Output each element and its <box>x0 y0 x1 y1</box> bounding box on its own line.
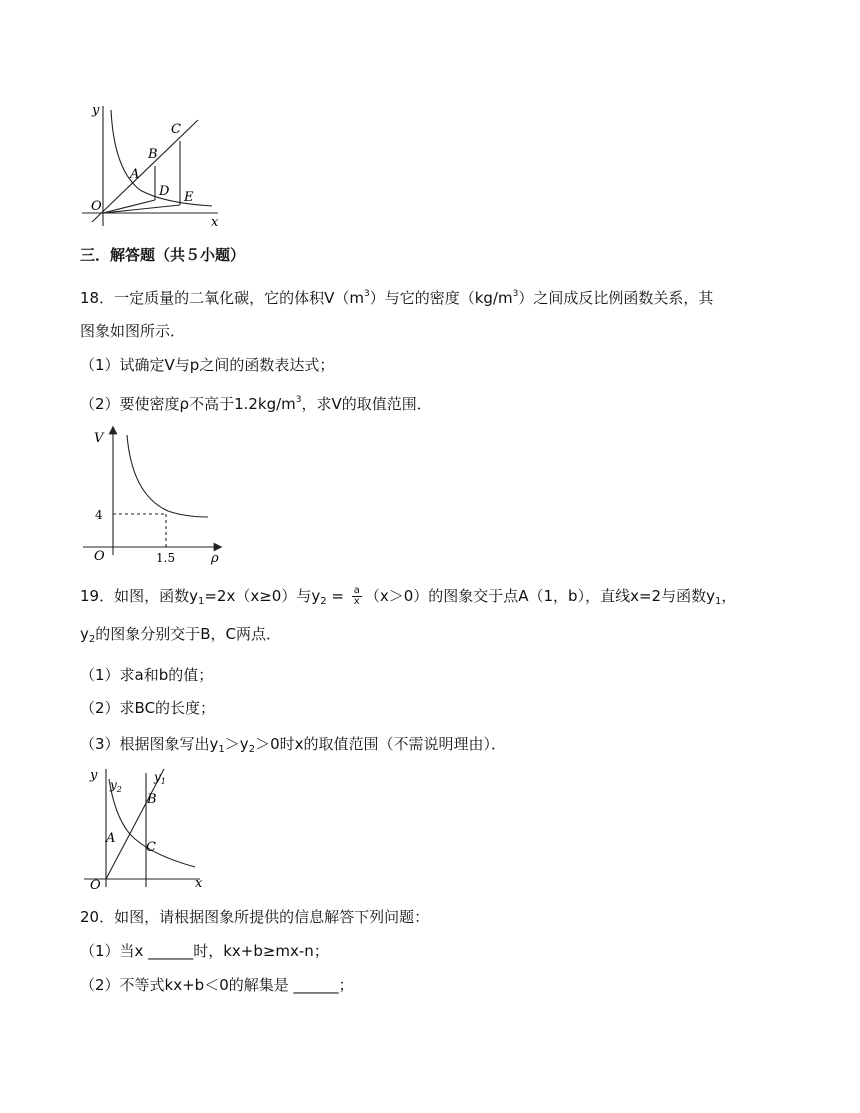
label-v: V <box>94 431 104 446</box>
label-x: x <box>195 876 203 891</box>
label-c: C <box>171 122 181 137</box>
q19-part2: （2）求BC的长度； <box>80 699 216 717</box>
label-b: B <box>148 147 158 162</box>
label-b: B <box>147 792 157 807</box>
q17-figure <box>78 100 228 235</box>
label-o: O <box>94 549 105 564</box>
q19-figure <box>80 763 210 893</box>
label-o: O <box>91 199 102 214</box>
q18-line2: 图象如图所示． <box>80 322 186 340</box>
q19-line2: $y_2$的图象分别交于B，C两点． <box>80 625 282 645</box>
q20-part2: （2）不等式kx+b＜0的解集是 ______； <box>80 976 354 994</box>
q18-line1: 18．一定质量的二氧化碳，它的体积$V(m^3)$与它的密度$(kg/m^3)$之间成反比例函数关系，其 <box>80 289 714 307</box>
q18-figure <box>80 420 230 565</box>
segment-od <box>103 200 155 213</box>
label-a: A <box>106 831 116 846</box>
label-y: y <box>92 103 100 118</box>
label-e: E <box>184 190 194 205</box>
label-x: x <box>211 215 219 230</box>
q18-part1: （1）试确定V与p之间的函数表达式； <box>80 356 335 374</box>
inverse-curve <box>127 435 208 517</box>
label-y1: $y_1$ <box>154 770 166 786</box>
tick-4: 4 <box>95 508 103 522</box>
q19-part3: （3）根据图象写出$y_1>y_2>0$时x的取值范围（不需说明理由）． <box>80 735 506 755</box>
q18-part2: （2）要使密度ρ不高于$1.2kg/m^3$，求V的取值范围． <box>80 395 432 413</box>
q19-part1: （1）求a和b的值； <box>80 666 214 684</box>
label-c: C <box>146 840 156 855</box>
q20-line1: 20．如图，请根据图象所提供的信息解答下列问题： <box>80 908 430 926</box>
section-heading: 三．解答题（共５小题） <box>80 246 246 264</box>
q20-part1: （1）当x ______时，kx+b≥mx-n； <box>80 942 329 960</box>
label-d: D <box>159 184 170 199</box>
fraction-a-over-x: $\frac{a}{x}$ <box>353 585 360 607</box>
q19-line1: 19．如图，函数$y_1=2x(x\ge 0)$与$y_2$ = $\frac{a}{x}$ （x＞0）的图象交于点A（1，b），直线x=2与函数$y_1$， <box>80 585 737 607</box>
line-oc <box>92 120 198 222</box>
label-a: A <box>130 167 140 182</box>
label-rho: ρ <box>211 551 219 565</box>
segment-oe <box>103 205 180 213</box>
tick-1-5: 1.5 <box>156 551 176 565</box>
label-y2: $y_2$ <box>110 778 122 794</box>
label-o: O <box>90 878 101 893</box>
label-y: y <box>90 768 98 783</box>
